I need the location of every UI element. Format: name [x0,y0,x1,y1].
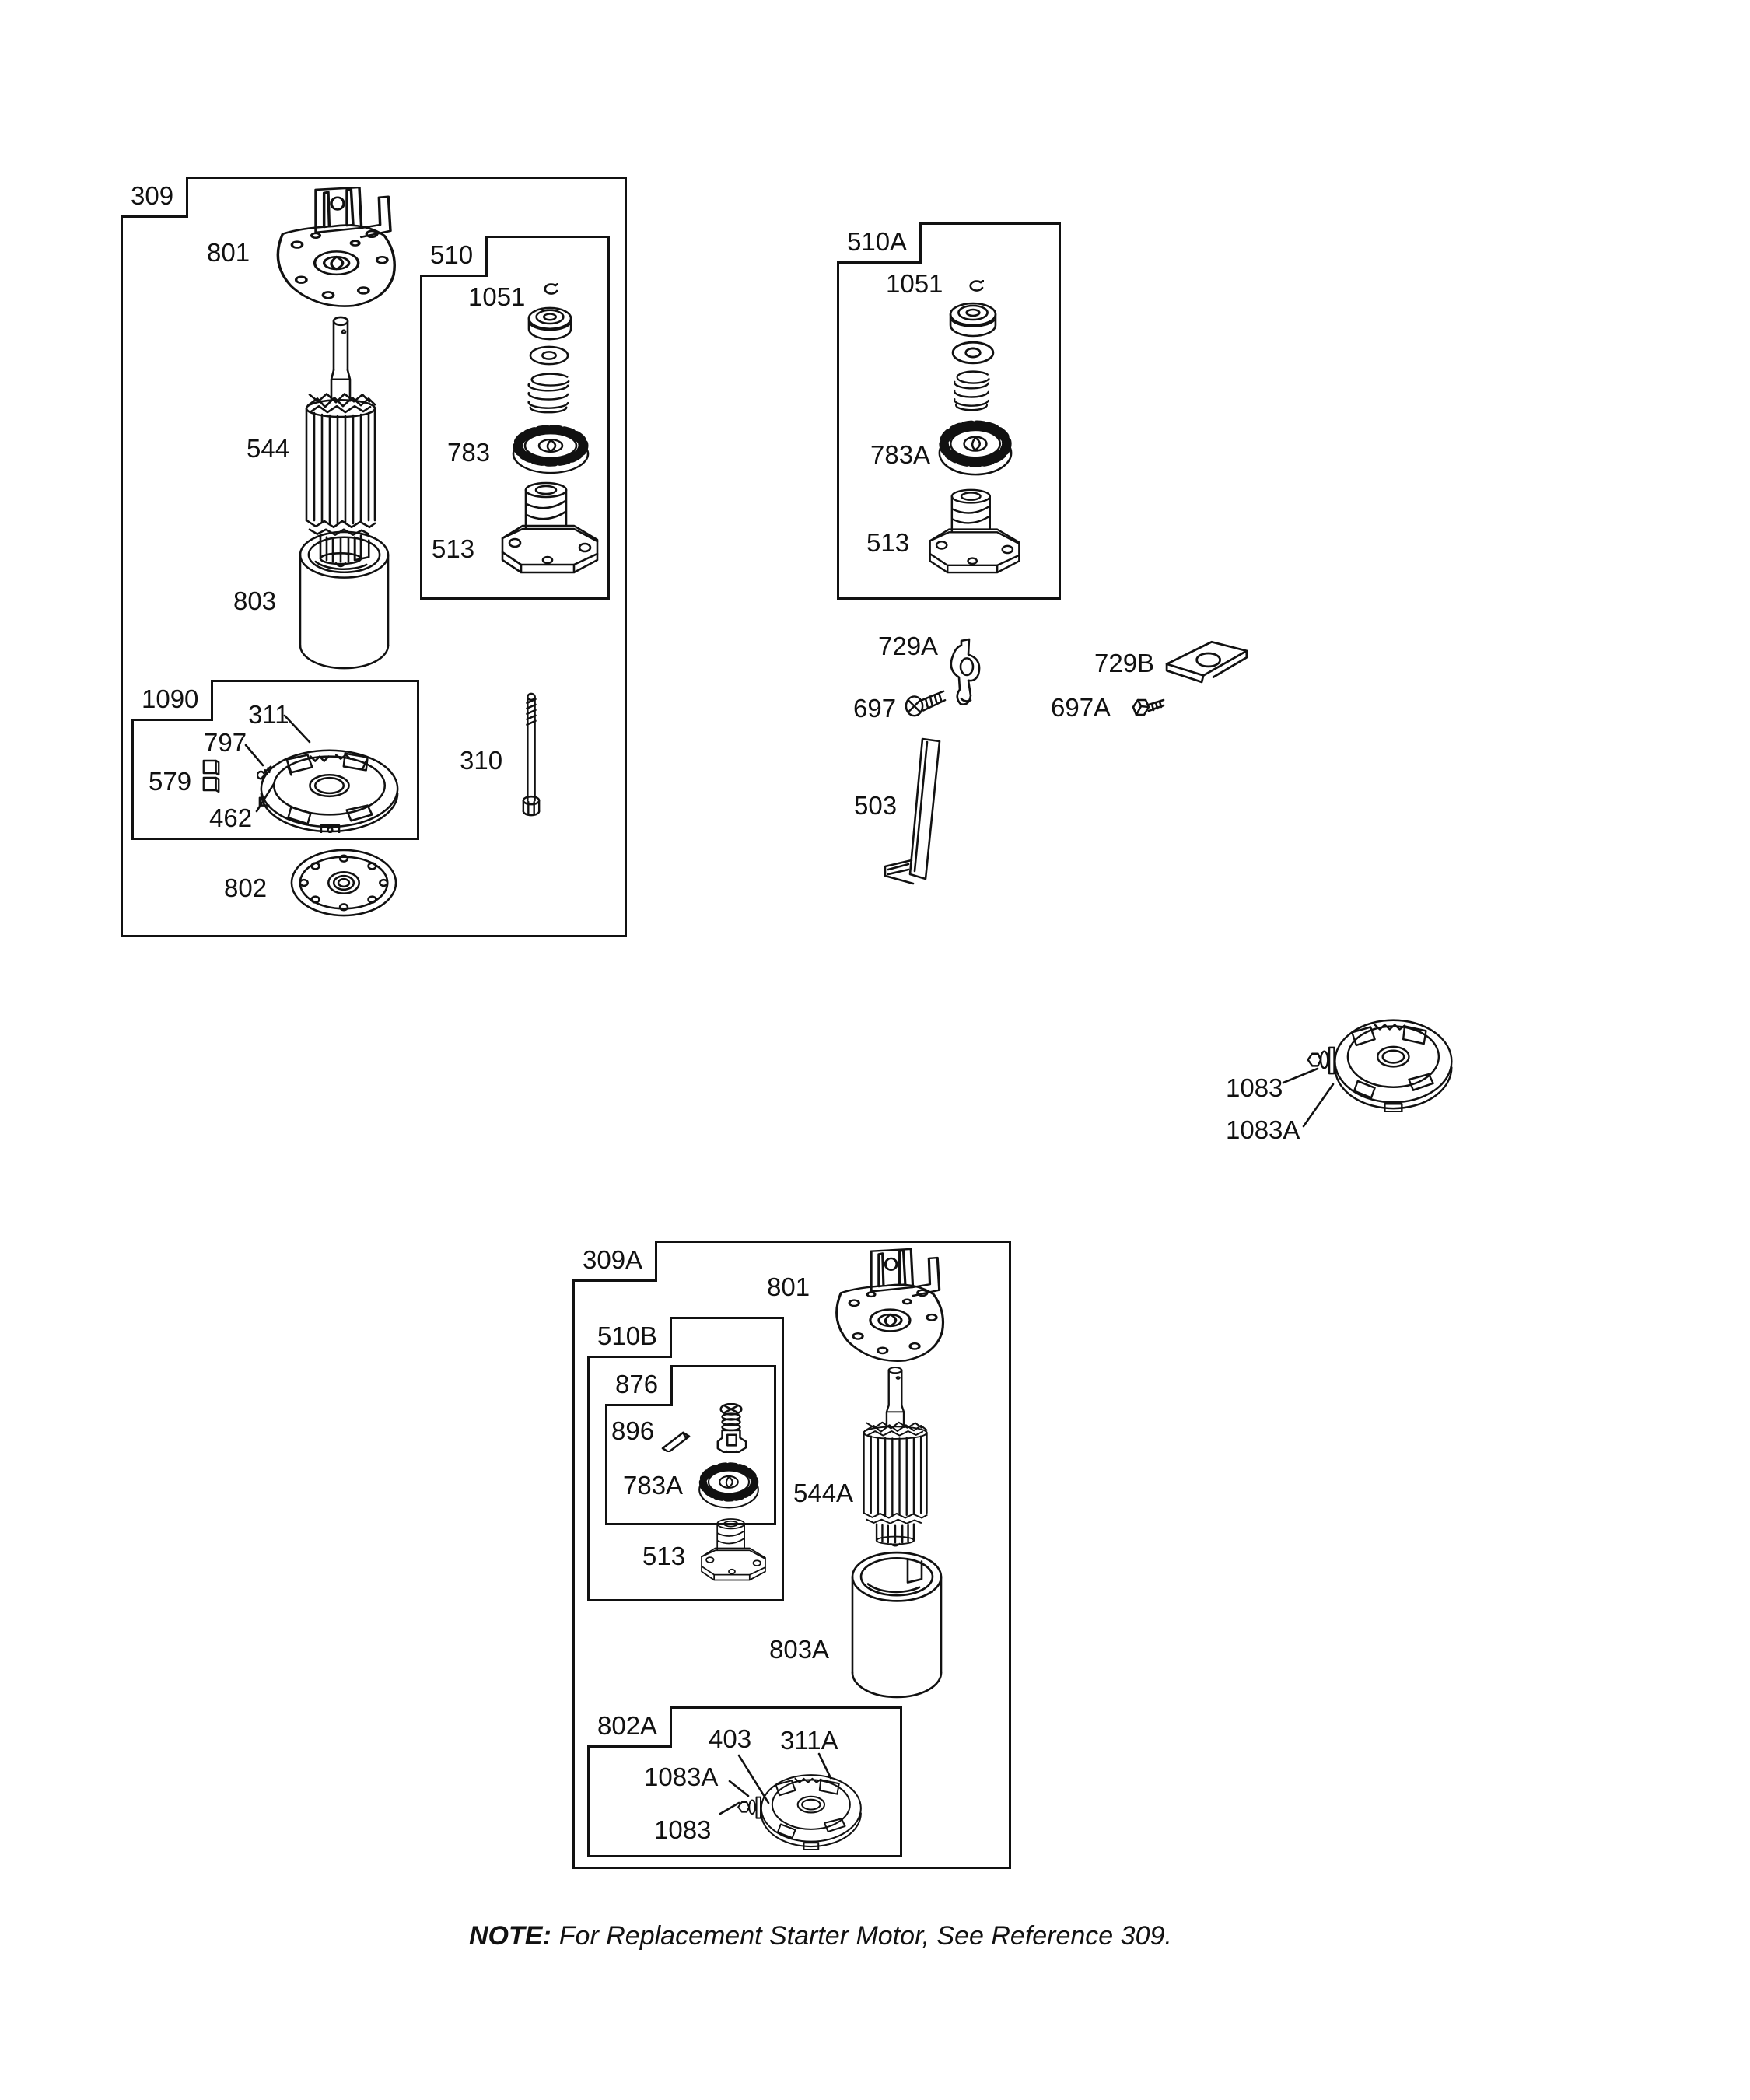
callout-729B: 729B [1094,649,1155,677]
callout-544A: 544A [793,1479,854,1507]
callout-802A-1083: 1083 [654,1815,712,1844]
footer-note-text: For Replacement Starter Motor, See Reference 309. [558,1921,1172,1951]
ref-box-802A-tag: 802A [587,1706,672,1748]
callout-510B-513: 513 [642,1542,686,1570]
footer-note-prefix: NOTE: [469,1921,551,1951]
callout-729A: 729A [878,632,939,660]
callout-802: 802 [224,873,268,902]
callout-510A-783A: 783A [870,440,931,469]
callout-311: 311 [248,700,289,729]
ref-box-309-tag: 309 [121,177,188,218]
callout-462: 462 [209,803,253,832]
callout-803A: 803A [769,1635,830,1664]
callout-896: 896 [611,1416,655,1445]
callout-510A-513: 513 [866,528,910,557]
callout-503: 503 [854,791,898,820]
part-drawing-729B [1167,642,1247,682]
ref-box-309A-tag: 309A [572,1241,657,1282]
callout-1083: 1083 [1226,1073,1283,1102]
ref-box-510B-tag: 510B [587,1317,672,1358]
callout-513: 513 [432,534,475,563]
footer-note [469,1921,1172,1951]
callout-403: 403 [709,1724,752,1753]
part-drawing-697 [906,691,945,716]
part-drawing-1083-assembly [1308,1020,1452,1112]
ref-box-510A-tag: 510A [837,222,922,264]
callout-802A-1083A: 1083A [644,1762,719,1791]
callout-697: 697 [853,694,897,723]
callout-311A: 311A [780,1726,838,1755]
callout-803: 803 [233,586,277,615]
callout-309A-801: 801 [767,1272,810,1301]
part-drawing-729A [951,639,979,705]
leader-1083A [1304,1084,1333,1126]
ref-box-876-tag: 876 [605,1365,673,1406]
callout-797: 797 [204,728,247,757]
callout-1051: 1051 [468,282,526,311]
callout-544: 544 [247,434,290,463]
callout-310: 310 [460,746,503,775]
ref-box-876 [605,1365,776,1525]
leader-1083 [1283,1069,1318,1083]
callout-510A-1051: 1051 [886,269,943,298]
callout-579: 579 [149,767,192,796]
ref-box-510-tag: 510 [420,236,488,277]
ref-box-1090-tag: 1090 [131,680,213,721]
callout-697A: 697A [1051,693,1111,722]
part-drawing-697A [1133,700,1164,715]
callout-876-783A: 783A [623,1471,684,1500]
callout-1083A: 1083A [1226,1115,1300,1144]
callout-801: 801 [207,238,250,267]
callout-783: 783 [447,438,491,467]
